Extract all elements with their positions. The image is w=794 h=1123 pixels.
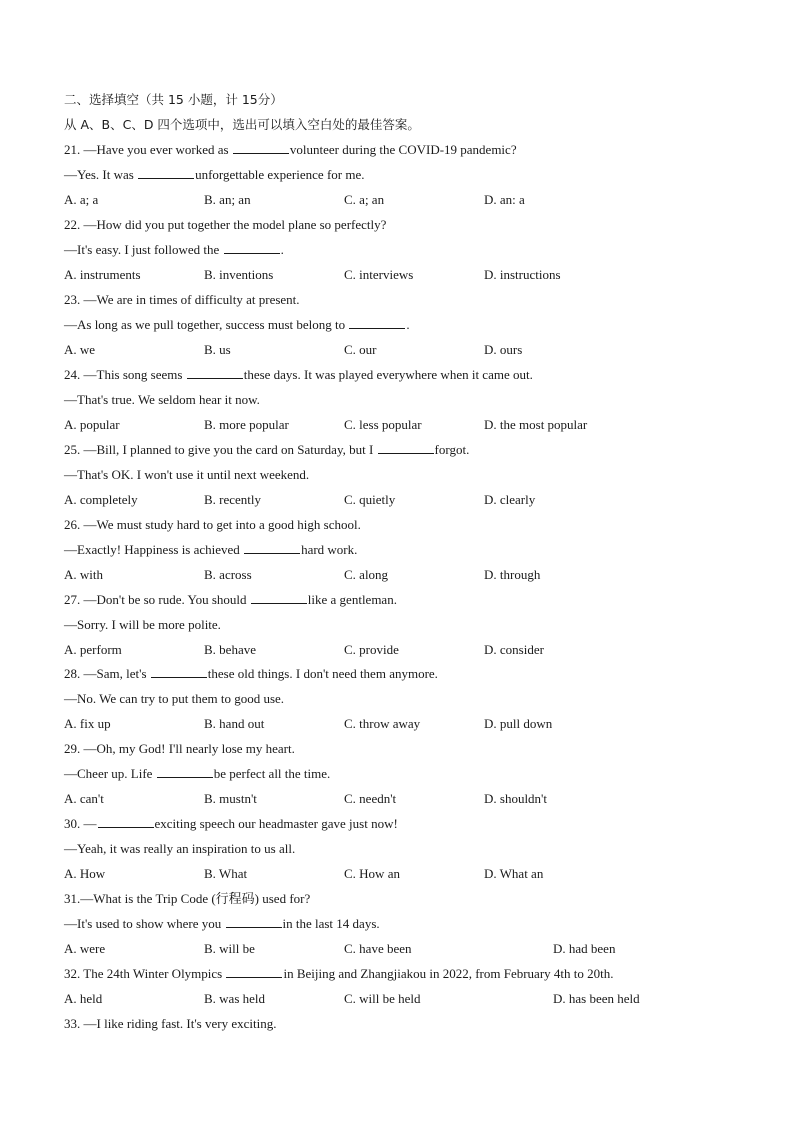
option-d: D. shouldn't xyxy=(484,791,548,806)
option-a: A. instruments xyxy=(64,267,141,282)
answer-blank xyxy=(378,452,434,454)
option-b: B. behave xyxy=(204,642,256,657)
option-d: D. instructions xyxy=(484,267,561,282)
option-a: A. can't xyxy=(64,791,104,806)
option-c: C. have been xyxy=(344,941,412,956)
option-a: A. with xyxy=(64,567,103,582)
option-d: D. an: a xyxy=(484,192,525,207)
option-d: D. has been held xyxy=(553,991,640,1006)
option-a: A. were xyxy=(64,941,106,956)
option-d: D. pull down xyxy=(484,716,553,731)
option-c: C. provide xyxy=(344,642,399,657)
question-22-reply: —It's easy. I just followed the . xyxy=(64,242,284,257)
question-29-stem: 29. —Oh, my God! I'll nearly lose my heart. xyxy=(64,741,295,756)
option-d: D. through xyxy=(484,567,541,582)
question-26-reply: —Exactly! Happiness is achieved hard work. xyxy=(64,542,358,557)
question-30-stem: 30. — exciting speech our headmaster gave just now! xyxy=(64,816,398,831)
question-21-reply: —Yes. It was unforgettable experience for me. xyxy=(64,167,365,182)
option-b: B. mustn't xyxy=(204,791,257,806)
option-b: B. was held xyxy=(204,991,266,1006)
option-b: B. recently xyxy=(204,492,262,507)
option-c: C. less popular xyxy=(344,417,422,432)
option-b: B. across xyxy=(204,567,252,582)
question-23-reply: —As long as we pull together, success must belong to . xyxy=(64,317,410,332)
option-d: D. had been xyxy=(553,941,616,956)
question-25-stem: 25. —Bill, I planned to give you the card on Saturday, but I forgot. xyxy=(64,442,470,457)
option-b: B. us xyxy=(204,342,231,357)
option-c: C. interviews xyxy=(344,267,414,282)
option-d: D. consider xyxy=(484,642,544,657)
option-b: B. inventions xyxy=(204,267,274,282)
answer-blank xyxy=(226,976,282,978)
option-d: D. ours xyxy=(484,342,523,357)
option-b: B. hand out xyxy=(204,716,265,731)
answer-blank xyxy=(187,377,243,379)
option-a: A. fix up xyxy=(64,716,111,731)
option-b: B. will be xyxy=(204,941,255,956)
section-title: 二、选择填空（共 15 小题，计 15分） xyxy=(64,92,283,107)
option-c: C. our xyxy=(344,342,377,357)
option-a: A. popular xyxy=(64,417,120,432)
question-32-stem: 32. The 24th Winter Olympics in Beijing and Zhangjiakou in 2022, from February 4th to 20th. xyxy=(64,966,614,981)
option-a: A. a; a xyxy=(64,192,99,207)
question-31-reply: —It's used to show where you in the last 14 days. xyxy=(64,916,380,931)
option-a: A. perform xyxy=(64,642,122,657)
option-a: A. held xyxy=(64,991,103,1006)
answer-blank xyxy=(251,602,307,604)
question-24-stem: 24. —This song seems these days. It was played everywhere when it came out. xyxy=(64,367,533,382)
question-23-stem: 23. —We are in times of difficulty at present. xyxy=(64,292,300,307)
question-33-stem: 33. —I like riding fast. It's very exciting. xyxy=(64,1016,277,1031)
answer-blank xyxy=(98,826,154,828)
option-a: A. How xyxy=(64,866,106,881)
question-27-reply: —Sorry. I will be more polite. xyxy=(64,617,221,632)
question-26-stem: 26. —We must study hard to get into a good high school. xyxy=(64,517,361,532)
option-d: D. What an xyxy=(484,866,544,881)
answer-blank xyxy=(151,676,207,678)
question-27-stem: 27. —Don't be so rude. You should like a gentleman. xyxy=(64,592,397,607)
instructions: 从 A、B、C、D 四个选项中，选出可以填入空白处的最佳答案。 xyxy=(64,117,420,132)
question-28-stem: 28. —Sam, let's these old things. I don't need them anymore. xyxy=(64,666,438,681)
option-c: C. How an xyxy=(344,866,400,881)
option-c: C. along xyxy=(344,567,389,582)
answer-blank xyxy=(233,152,289,154)
question-30-reply: —Yeah, it was really an inspiration to us all. xyxy=(64,841,296,856)
answer-blank xyxy=(224,252,280,254)
question-24-reply: —That's true. We seldom hear it now. xyxy=(64,392,260,407)
question-21-stem: 21. —Have you ever worked as volunteer during the COVID-19 pandemic? xyxy=(64,142,517,157)
option-b: B. What xyxy=(204,866,248,881)
question-22-stem: 22. —How did you put together the model plane so perfectly? xyxy=(64,217,387,232)
option-d: D. clearly xyxy=(484,492,536,507)
option-d: D. the most popular xyxy=(484,417,588,432)
option-c: C. needn't xyxy=(344,791,397,806)
answer-blank xyxy=(157,776,213,778)
option-a: A. completely xyxy=(64,492,138,507)
option-b: B. more popular xyxy=(204,417,289,432)
option-c: C. a; an xyxy=(344,192,385,207)
answer-blank xyxy=(138,177,194,179)
answer-blank xyxy=(226,926,282,928)
option-c: C. throw away xyxy=(344,716,421,731)
question-29-reply: —Cheer up. Life be perfect all the time. xyxy=(64,766,331,781)
option-c: C. will be held xyxy=(344,991,421,1006)
option-a: A. we xyxy=(64,342,96,357)
answer-blank xyxy=(244,552,300,554)
question-25-reply: —That's OK. I won't use it until next weekend. xyxy=(64,467,310,482)
option-c: C. quietly xyxy=(344,492,396,507)
answer-blank xyxy=(349,327,405,329)
option-b: B. an; an xyxy=(204,192,251,207)
question-31-stem: 31.—What is the Trip Code (行程码) used for? xyxy=(64,891,311,906)
question-28-reply: —No. We can try to put them to good use. xyxy=(64,691,285,706)
